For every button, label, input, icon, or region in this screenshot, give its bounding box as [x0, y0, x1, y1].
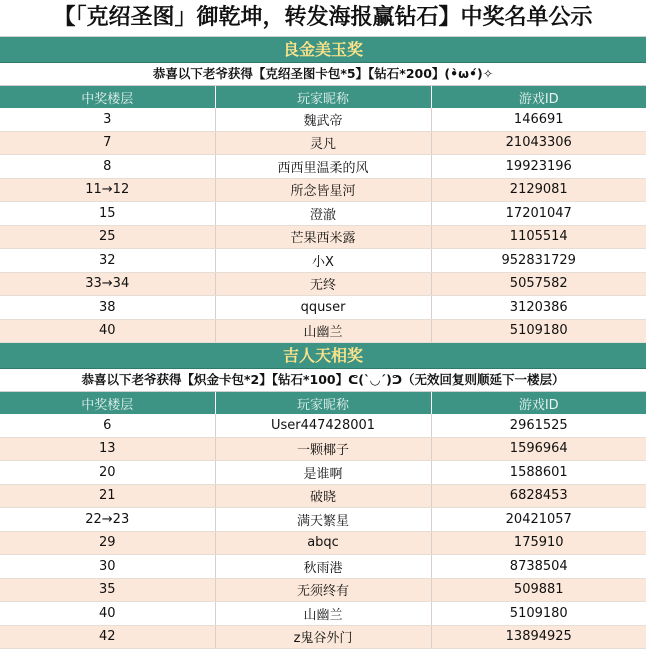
floor-cell: 29 [0, 531, 215, 555]
nickname-cell: User447428001 [215, 414, 431, 437]
nickname-cell: 魏武帝 [215, 108, 431, 131]
game-id-cell: 146691 [431, 108, 646, 131]
column-header: 游戏ID [431, 392, 646, 414]
game-id-cell: 2129081 [431, 178, 646, 202]
game-id-cell: 2961525 [431, 414, 646, 437]
column-header: 玩家昵称 [215, 86, 431, 108]
game-id-cell: 1588601 [431, 461, 646, 485]
floor-cell: 15 [0, 202, 215, 226]
floor-cell: 40 [0, 319, 215, 343]
game-id-cell: 21043306 [431, 131, 646, 155]
table-row [0, 484, 646, 508]
floor-cell: 7 [0, 131, 215, 155]
game-id-cell: 13894925 [431, 625, 646, 649]
table-row [0, 202, 646, 226]
floor-cell: 30 [0, 555, 215, 579]
floor-cell: 33→34 [0, 272, 215, 296]
nickname-cell: 秋雨港 [215, 555, 431, 579]
table-row [0, 155, 646, 179]
table-row [0, 508, 646, 532]
nickname-cell: 无须终有 [215, 578, 431, 602]
nickname-cell: 山幽兰 [215, 319, 431, 343]
table-row [0, 414, 646, 437]
nickname-cell: 破晓 [215, 484, 431, 508]
floor-cell: 3 [0, 108, 215, 131]
game-id-cell: 6828453 [431, 484, 646, 508]
nickname-cell: 所念皆星河 [215, 178, 431, 202]
table-row [0, 249, 646, 273]
game-id-cell: 1596964 [431, 437, 646, 461]
table-row [0, 131, 646, 155]
table-row [0, 531, 646, 555]
prize-sections [0, 37, 646, 649]
game-id-cell: 5109180 [431, 319, 646, 343]
nickname-cell: 小X [215, 249, 431, 273]
nickname-cell: 山幽兰 [215, 602, 431, 626]
prize-title: 吉人天相奖 [0, 343, 646, 369]
game-id-cell: 3120386 [431, 296, 646, 320]
floor-cell: 6 [0, 414, 215, 437]
game-id-cell: 509881 [431, 578, 646, 602]
table-row [0, 625, 646, 649]
floor-cell: 11→12 [0, 178, 215, 202]
game-id-cell: 175910 [431, 531, 646, 555]
floor-cell: 42 [0, 625, 215, 649]
game-id-cell: 1105514 [431, 225, 646, 249]
nickname-cell: 无终 [215, 272, 431, 296]
floor-cell: 21 [0, 484, 215, 508]
nickname-cell: qquser [215, 296, 431, 320]
nickname-cell: 满天繁星 [215, 508, 431, 532]
page-title: 【「克绍圣图」御乾坤，转发海报赢钻石】中奖名单公示 [0, 0, 646, 37]
table-row [0, 108, 646, 131]
winners-table [0, 392, 646, 649]
table-row [0, 461, 646, 485]
game-id-cell: 20421057 [431, 508, 646, 532]
table-header-row [0, 392, 646, 414]
table-row [0, 272, 646, 296]
floor-cell: 20 [0, 461, 215, 485]
table-row [0, 578, 646, 602]
nickname-cell: z鬼谷外门 [215, 625, 431, 649]
prize-title: 良金美玉奖 [0, 37, 646, 63]
nickname-cell: 灵凡 [215, 131, 431, 155]
column-header: 游戏ID [431, 86, 646, 108]
prize-section [0, 343, 646, 649]
table-row [0, 555, 646, 579]
game-id-cell: 19923196 [431, 155, 646, 179]
game-id-cell: 8738504 [431, 555, 646, 579]
floor-cell: 8 [0, 155, 215, 179]
table-row [0, 319, 646, 343]
column-header: 中奖楼层 [0, 86, 215, 108]
nickname-cell: 澄澈 [215, 202, 431, 226]
floor-cell: 40 [0, 602, 215, 626]
prize-section [0, 37, 646, 343]
floor-cell: 32 [0, 249, 215, 273]
winners-table [0, 86, 646, 343]
column-header: 玩家昵称 [215, 392, 431, 414]
floor-cell: 35 [0, 578, 215, 602]
game-id-cell: 952831729 [431, 249, 646, 273]
game-id-cell: 17201047 [431, 202, 646, 226]
congrats-line: 恭喜以下老爷获得【炽金卡包*2】【钻石*100】ᕦ(ˋ◡ˊ)ᕤ（无效回复则顺延下一楼层） [0, 369, 646, 392]
nickname-cell: 一颗椰子 [215, 437, 431, 461]
table-header-row [0, 86, 646, 108]
congrats-line: 恭喜以下老爷获得【克绍圣图卡包*5】【钻石*200】(•̀ω•́)✧ [0, 63, 646, 86]
table-row [0, 602, 646, 626]
floor-cell: 22→23 [0, 508, 215, 532]
table-row [0, 225, 646, 249]
game-id-cell: 5057582 [431, 272, 646, 296]
floor-cell: 38 [0, 296, 215, 320]
nickname-cell: 是谁啊 [215, 461, 431, 485]
game-id-cell: 5109180 [431, 602, 646, 626]
column-header: 中奖楼层 [0, 392, 215, 414]
nickname-cell: 芒果西米露 [215, 225, 431, 249]
table-row [0, 296, 646, 320]
table-row [0, 178, 646, 202]
table-row [0, 437, 646, 461]
floor-cell: 13 [0, 437, 215, 461]
floor-cell: 25 [0, 225, 215, 249]
nickname-cell: abqc [215, 531, 431, 555]
nickname-cell: 西西里温柔的风 [215, 155, 431, 179]
